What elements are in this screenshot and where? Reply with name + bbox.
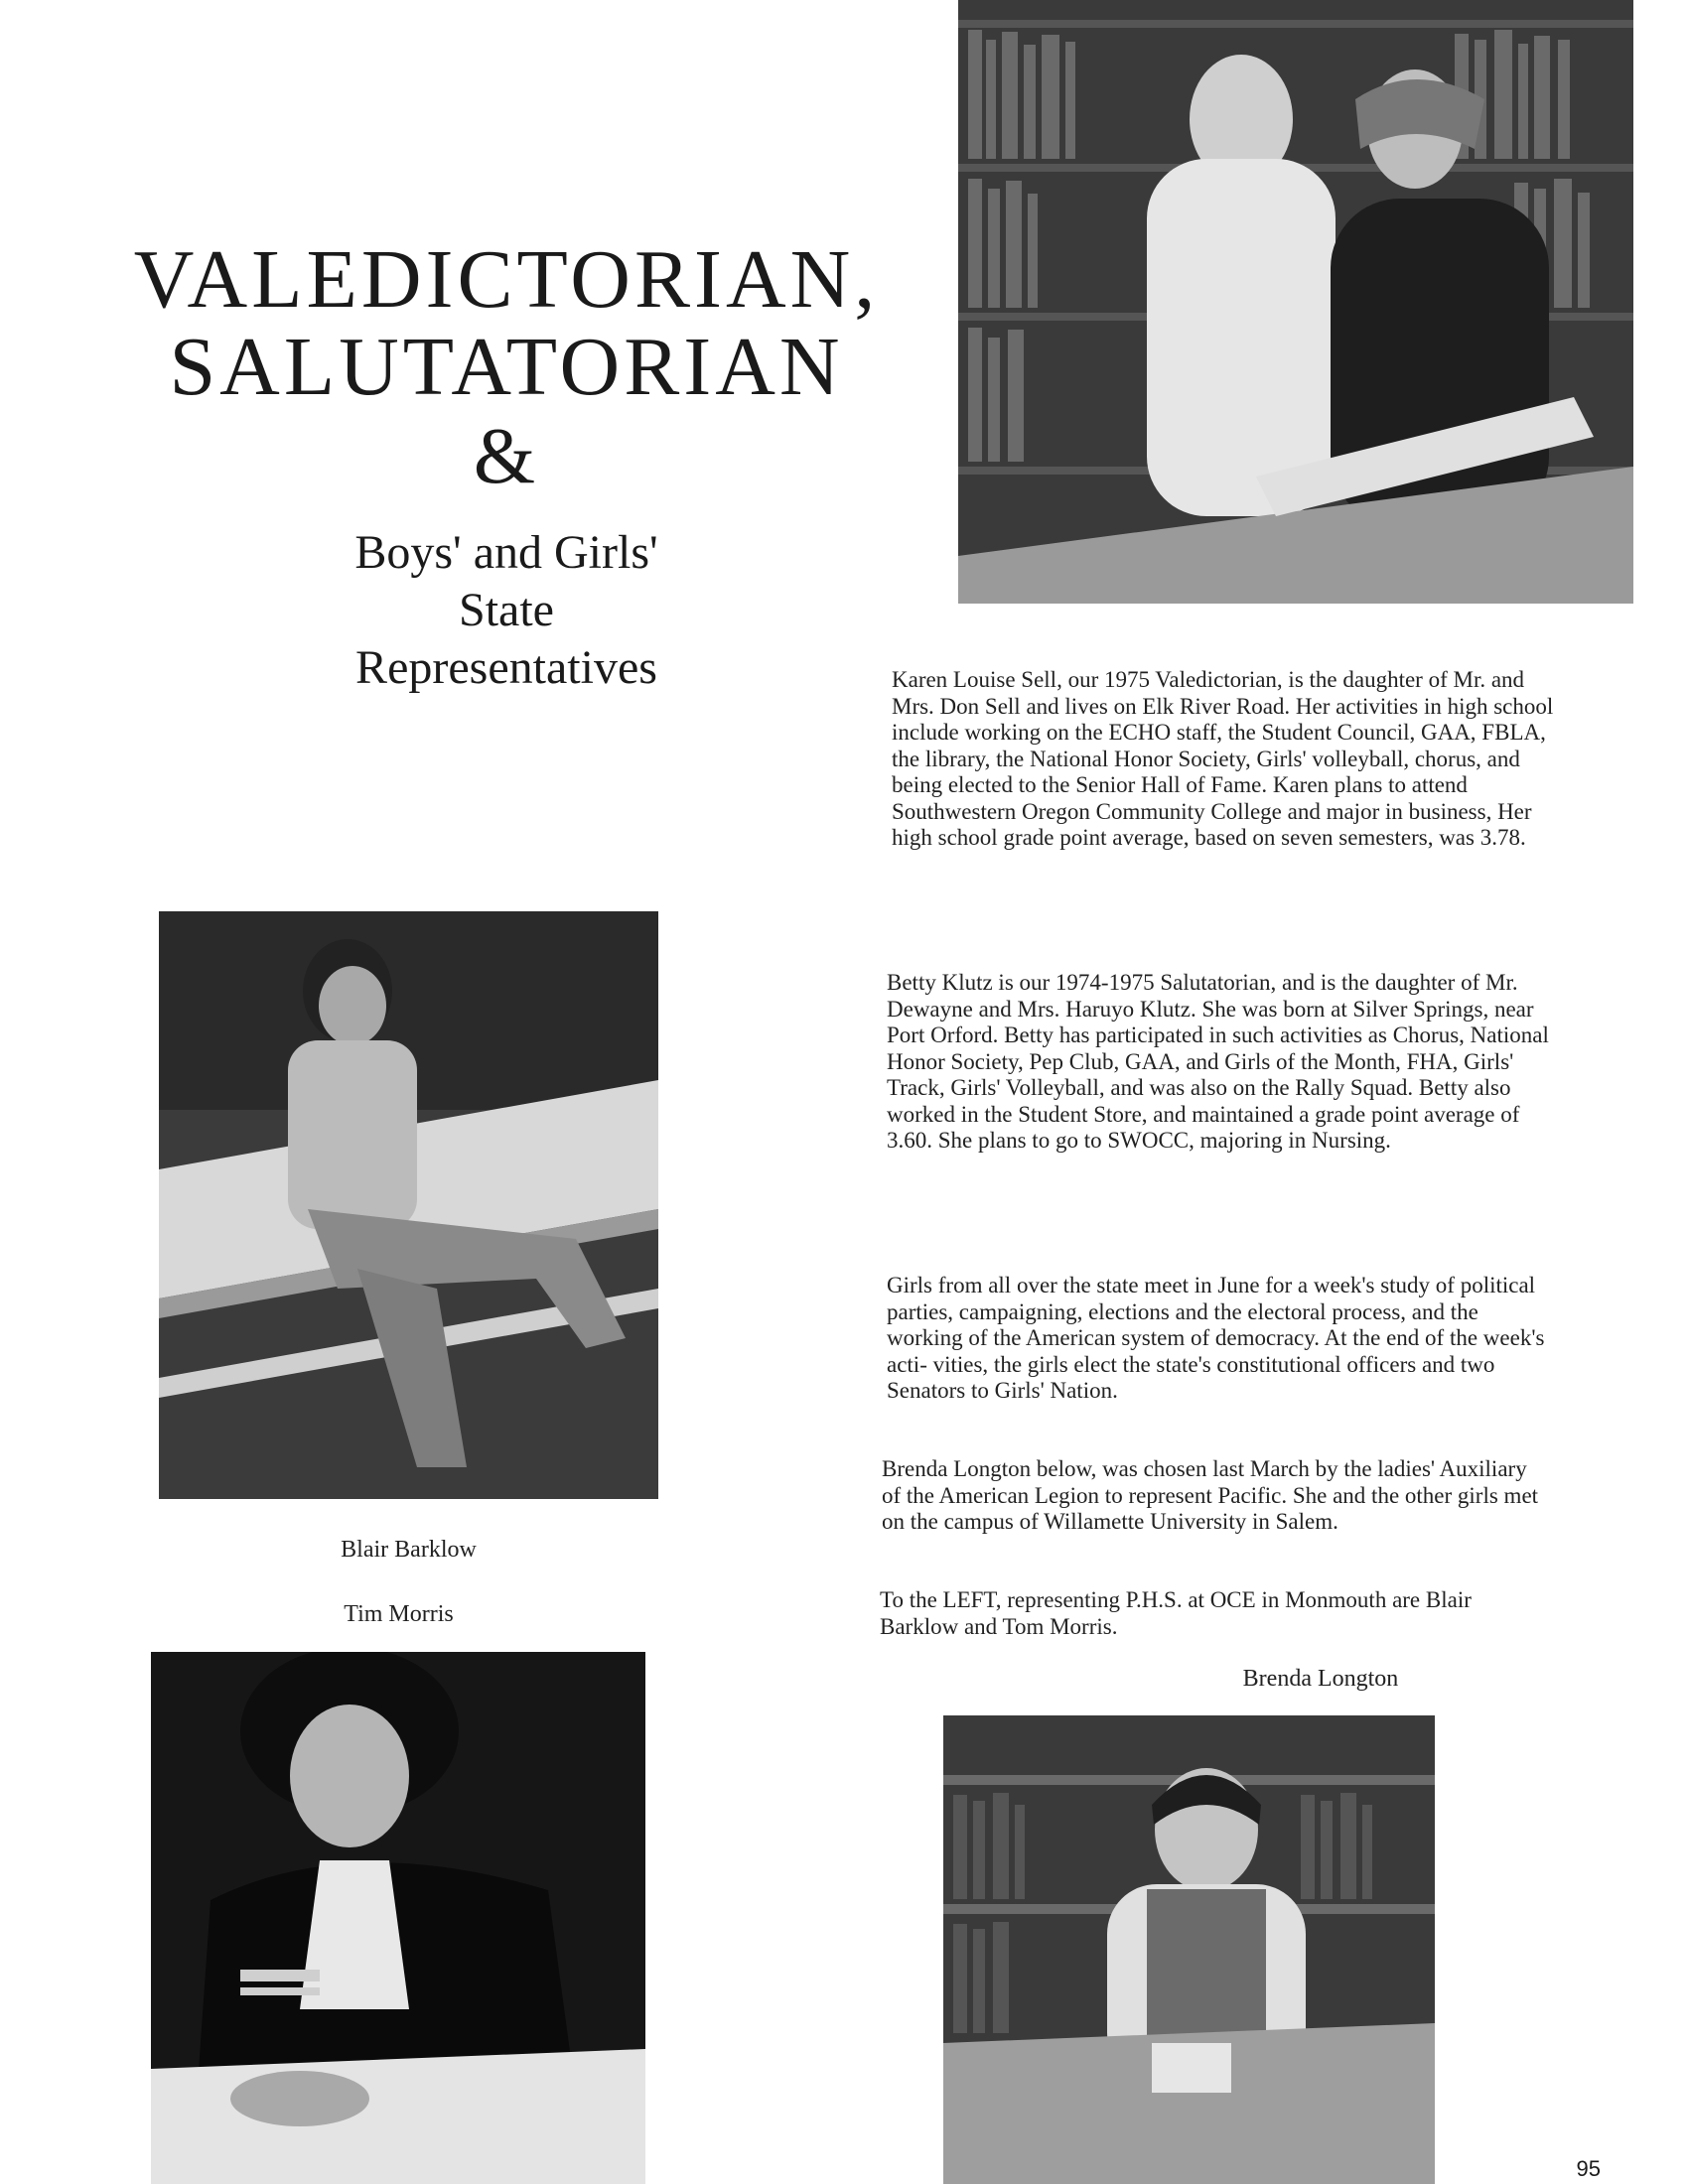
- caption-brenda-longton: Brenda Longton: [1242, 1666, 1399, 1692]
- title-line-valedictorian: VALEDICTORIAN,: [133, 233, 880, 326]
- subtitle-line-2: State: [459, 584, 554, 636]
- paragraph-girls-state: Girls from all over the state meet in June for a week's study of political parties, campaigning, elections and the electoral process, and the working of the American system of democracy. At the end of the week's acti- vities, the girls elect the state's constitutional officers and two Senators to Girls' Nation.: [887, 1273, 1545, 1403]
- page-number: 95: [1576, 2156, 1601, 2181]
- paragraph-valedictorian: Karen Louise Sell, our 1975 Valedictorian, is the daughter of Mr. and Mrs. Don Sell and lives on Elk River Road. Her activities in high school include working on the ECHO staff, the Student Council, GAA, FBLA, the library, the National Honor Society, Girls' volleyball, chorus, and being elected to the Senior Hall of Fame. Karen plans to attend Southwestern Oregon Community College and major in business, Her high school grade point average, based on seven semesters, was 3.78.: [892, 667, 1554, 850]
- photo-brenda-longton: [943, 1715, 1435, 2184]
- title-ampersand: &: [473, 413, 540, 500]
- paragraph-salutatorian: Betty Klutz is our 1974-1975 Salutatorian, and is the daughter of Mr. Dewayne and Mrs. Haruyo Klutz. She was born at Silver Springs, near Port Orford. Betty has participated in such activities as Chorus, National Honor Society, Pep Club, GAA, and Girls of the Month, FHA, Girls' Track, Girls' Volleyball, and was also on the Rally Squad. Betty also worked in the Student Store, and maintained a grade point average of 3.60. She plans to go to SWOCC, majoring in Nursing.: [887, 970, 1549, 1153]
- title-line-salutatorian: SALUTATORIAN: [169, 321, 844, 413]
- paragraph-brenda-longton: Brenda Longton below, was chosen last March by the ladies' Auxiliary of the American Legion to represent Pacific. She and the other girls met on the campus of Willamette University in Salem.: [882, 1456, 1539, 1534]
- photo-blair-barklow: [159, 911, 658, 1499]
- page-subtitle: [258, 524, 755, 697]
- page-title: [60, 233, 953, 502]
- caption-tim-morris: Tim Morris: [344, 1601, 454, 1627]
- subtitle-line-1: Boys' and Girls': [354, 526, 658, 579]
- subtitle-line-3: Representatives: [355, 641, 657, 694]
- photo-tim-morris: [151, 1652, 645, 2184]
- photo-valedictorian-salutatorian: [958, 0, 1633, 604]
- caption-blair-barklow: Blair Barklow: [341, 1537, 477, 1563]
- paragraph-boys-state: To the LEFT, representing P.H.S. at OCE in Monmouth are Blair Barklow and Tom Morris.: [880, 1587, 1472, 1639]
